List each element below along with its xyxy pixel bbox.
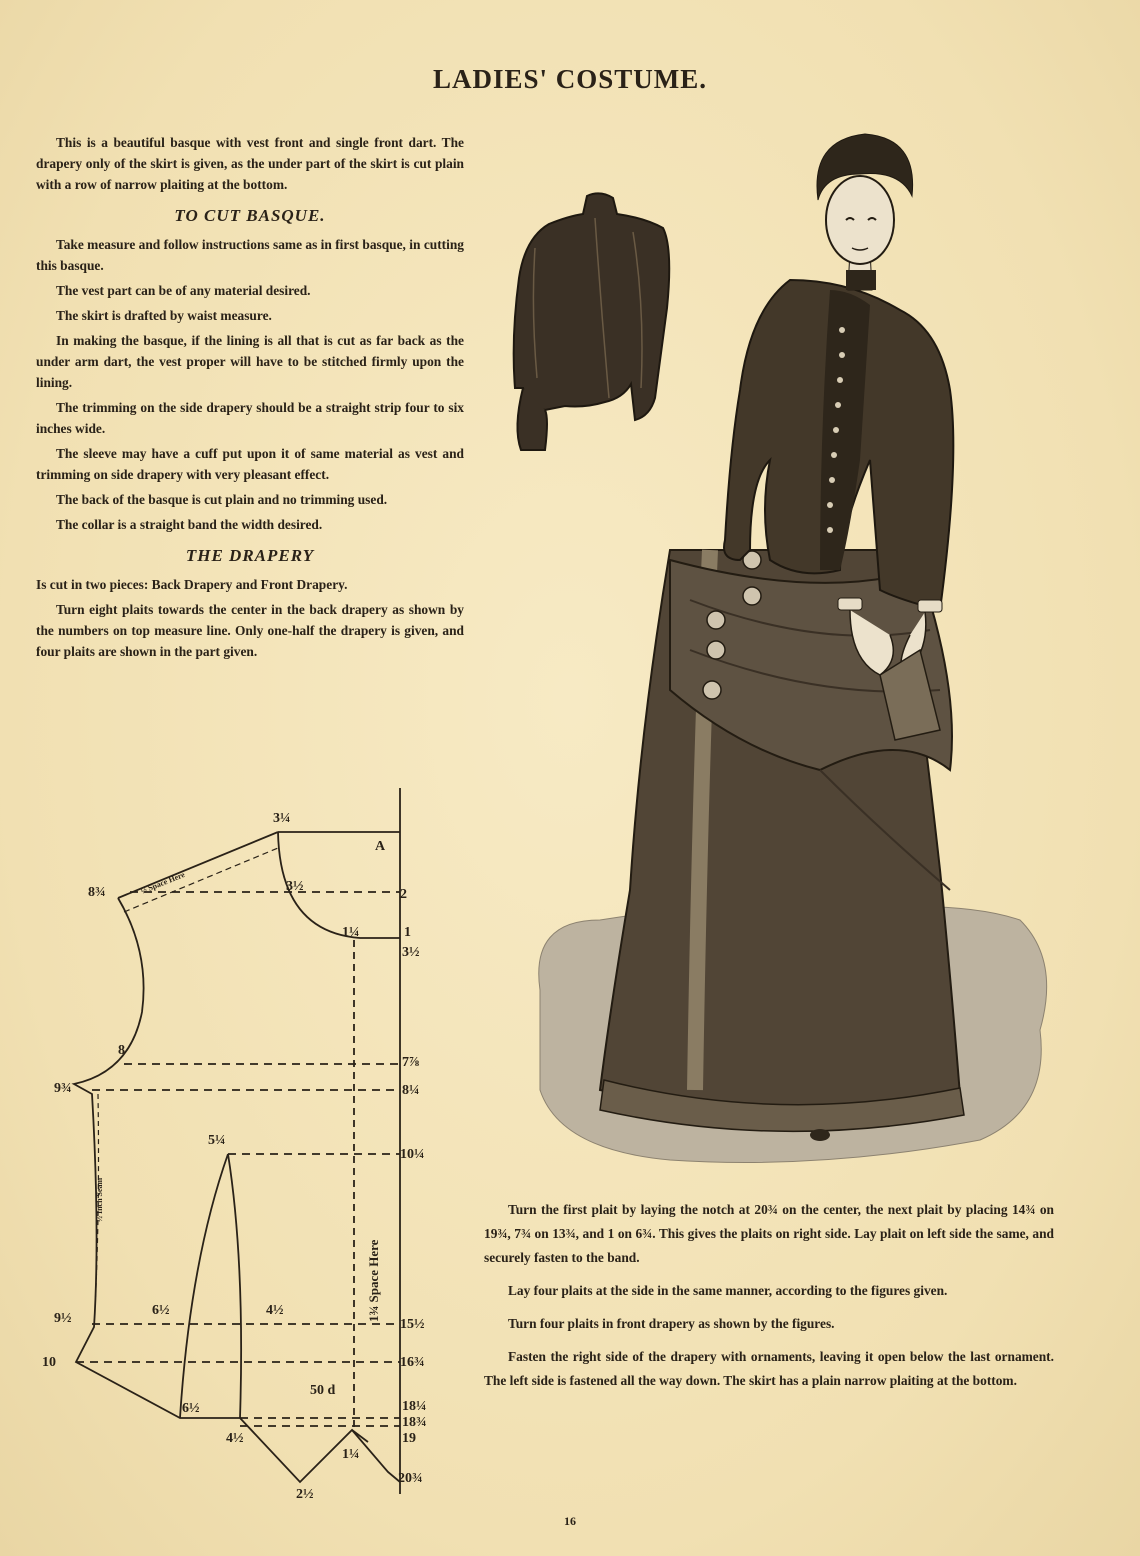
pattern-label: 3½ (402, 945, 420, 960)
pattern-label: 4½ (226, 1431, 244, 1446)
left-column (36, 132, 464, 666)
pattern-label: 9¾ (54, 1081, 72, 1096)
drapery-paragraph: Turn eight plaits towards the center in the back drapery as shown by the numbers on top measure line. Only one-half the drapery is given, and four plaits are shown in the part given. (36, 602, 464, 659)
intro-paragraph: This is a beautiful basque with vest front and single front dart. The drapery only of the skirt is given, as the under part of the skirt is cut plain with a row of narrow plaiting at the bottom. (36, 135, 464, 192)
pattern-label: 6½ (182, 1401, 200, 1416)
right-paragraph: Turn four plaits in front drapery as shown by the figures. (508, 1316, 835, 1331)
costume-figure-illustration (520, 130, 1060, 1170)
pattern-label: 5¼ (208, 1133, 226, 1148)
pattern-label: 1 (404, 925, 411, 940)
basque-paragraph: The skirt is drafted by waist measure. (56, 308, 272, 323)
pattern-label: 20¾ (398, 1471, 423, 1486)
right-paragraph: Turn the first plait by laying the notch at 20¾ on the center, the next plait by placing 14¾ on 19¾, 7¾ on 13¾, and 1 on 6¾. This gives the plaits on right side. Lay plait on left side the same, and securely fasten to the band. (484, 1202, 1054, 1265)
pattern-label: ½ Space Here (139, 870, 187, 896)
pattern-label: 4½ (266, 1303, 284, 1318)
right-column (484, 1198, 1054, 1402)
pattern-label: 1¾ Space Here (366, 1239, 381, 1322)
drapery-paragraph: Is cut in two pieces: Back Drapery and Front Drapery. (36, 577, 348, 592)
right-paragraph: Lay four plaits at the side in the same manner, according to the figures given. (508, 1283, 948, 1298)
basque-paragraph: In making the basque, if the lining is all that is cut as far back as the under arm dart, the vest proper will have to be stitched firmly upon the lining. (36, 333, 464, 390)
pattern-label: 18¼ (402, 1399, 427, 1414)
pattern-label: 10¼ (400, 1147, 425, 1162)
pattern-label: 1¼ (342, 1447, 360, 1462)
pattern-label: 16¾ (400, 1355, 425, 1370)
basque-paragraph: The vest part can be of any material desired. (56, 283, 311, 298)
pattern-label: 1¼ (342, 925, 360, 940)
pattern-label: 2½ (296, 1487, 314, 1502)
basque-paragraph: Take measure and follow instructions same as in first basque, in cutting this basque. (36, 237, 464, 273)
pattern-label: 6½ (152, 1303, 170, 1318)
pattern-label: 50 d (310, 1383, 336, 1398)
pattern-label: 3¼ (273, 811, 291, 826)
pattern-label: 19 (402, 1431, 416, 1446)
pattern-label: 9½ (54, 1311, 72, 1326)
page-number: 16 (564, 1514, 576, 1528)
pattern-label: 3½ (286, 879, 304, 894)
right-paragraph: Fasten the right side of the drapery with ornaments, leaving it open below the last ornament. The left side is fastened all the way down. The skirt has a plain narrow plaiting at the bottom. (484, 1349, 1054, 1388)
pattern-label: 8 (118, 1043, 125, 1058)
heading-basque: TO CUT BASQUE. (174, 206, 326, 225)
pattern-label: 10 (42, 1355, 56, 1370)
pattern-label: A (375, 839, 386, 854)
basque-paragraph: The back of the basque is cut plain and no trimming used. (56, 492, 388, 507)
pattern-label: 18¾ (402, 1415, 427, 1430)
pattern-label: 2 (400, 887, 407, 902)
basque-paragraph: The sleeve may have a cuff put upon it of same material as vest and trimming on side drapery with very pleasant effect. (36, 446, 464, 482)
pattern-label: ½ Inch Seam (95, 1177, 104, 1222)
pattern-label: 15½ (400, 1317, 425, 1332)
page-title: LADIES' COSTUME. (432, 64, 708, 94)
pattern-label: 8¼ (402, 1083, 420, 1098)
drapery-pattern-diagram (30, 782, 460, 1512)
pattern-label: 7⅞ (402, 1055, 420, 1070)
pattern-label: 8¾ (88, 885, 106, 900)
heading-drapery: THE DRAPERY (185, 546, 315, 565)
basque-paragraph: The trimming on the side drapery should be a straight strip four to six inches wide. (36, 400, 464, 436)
basque-paragraph: The collar is a straight band the width desired. (56, 517, 323, 532)
